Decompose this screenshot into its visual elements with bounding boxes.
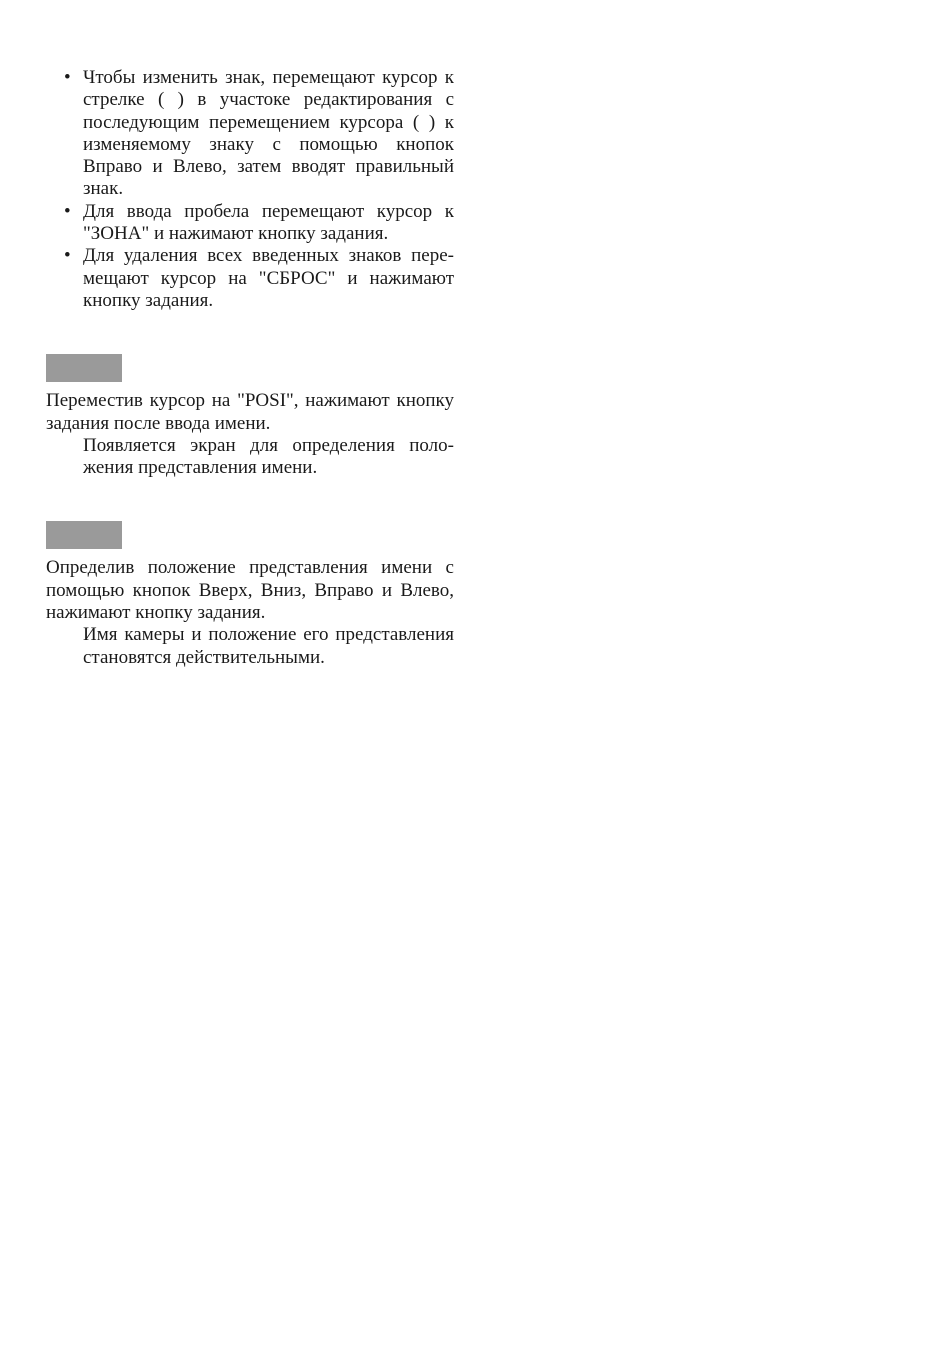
list-item bbox=[46, 245, 454, 312]
text-column bbox=[46, 67, 454, 669]
bullet-list bbox=[46, 67, 454, 312]
bullet-icon: • bbox=[64, 67, 71, 88]
bullet-text: Чтобы изменить знак, перемещают курсор к стрелке ( ) в участоке редактирования с последующим перемещением курсора ( ) к изменяемому знаку с помощью кнопок Вправо и Влево, затем вводят правильный знак. bbox=[83, 67, 454, 200]
list-item bbox=[46, 201, 454, 246]
bullet-text: Для ввода пробела перемещают курсор к "ЗОНА" и нажимают кнопку задания. bbox=[83, 200, 454, 245]
bullet-text: Для удаления всех введенных знаков перемещают курсор на "СБРОС" и нажимают кнопку задания. bbox=[83, 245, 454, 311]
step-instruction: Определив положение представления имени с помощью кнопок Вверх, Вниз, Вправо и Влево, нажимают кнопку задания. bbox=[46, 557, 454, 624]
bullet-icon: • bbox=[64, 245, 71, 267]
bullet-icon: • bbox=[64, 200, 71, 222]
step-result: Имя камеры и положение его представления становятся действительными. bbox=[83, 624, 454, 668]
step-instruction: Переместив курсор на "POSI", нажимают кнопку задания после ввода имени. bbox=[46, 390, 454, 434]
step-section bbox=[46, 521, 454, 668]
step-section bbox=[46, 354, 454, 479]
step-number-block bbox=[46, 521, 122, 549]
step-number-block bbox=[46, 354, 122, 382]
step-result: Появляется экран для определения положения представления имени. bbox=[83, 434, 454, 479]
list-item bbox=[46, 67, 454, 201]
